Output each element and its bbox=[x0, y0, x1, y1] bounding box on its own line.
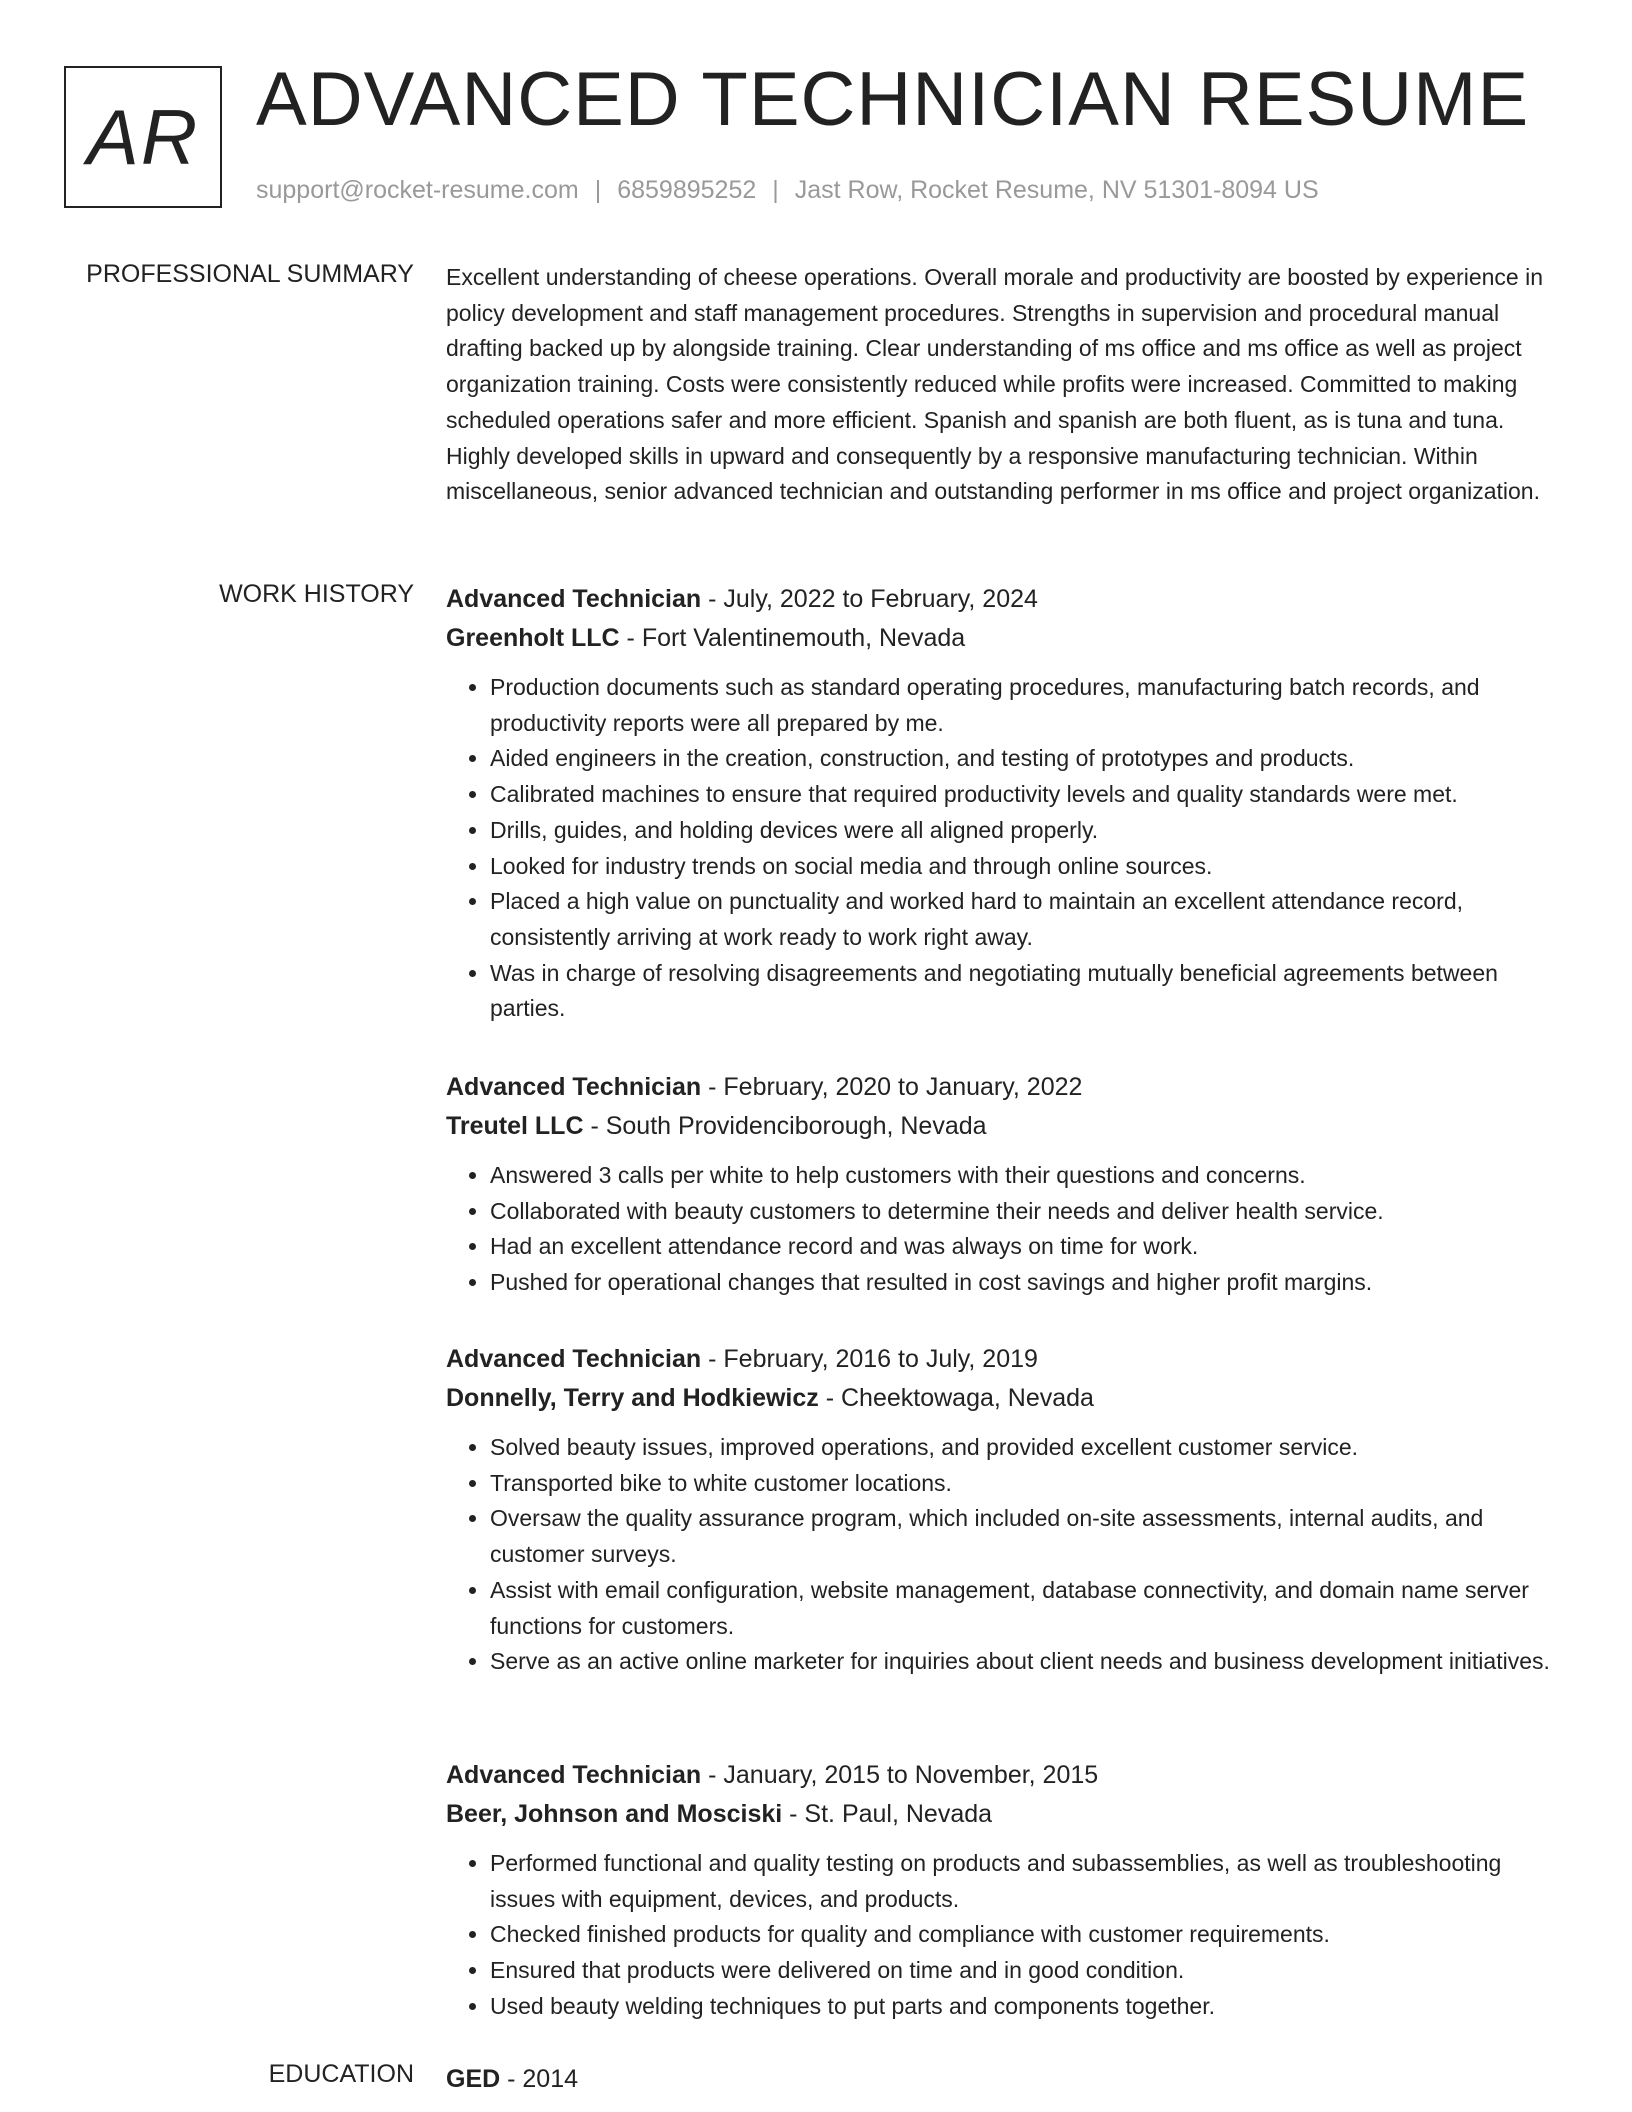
job-bullet-list bbox=[446, 670, 1566, 1027]
job-bullet: • Checked finished products for quality and compliance with customer requirements. bbox=[490, 1917, 1566, 1953]
job-company: Greenholt LLC bbox=[446, 624, 620, 652]
job-location: - South Providenciborough, Nevada bbox=[583, 1112, 987, 1140]
summary-body bbox=[446, 260, 1566, 510]
job-bullet-list bbox=[446, 1158, 1566, 1301]
job-dates: - February, 2020 to January, 2022 bbox=[701, 1073, 1083, 1101]
job-title: Advanced Technician bbox=[446, 585, 702, 613]
job-title: Advanced Technician bbox=[446, 1345, 702, 1373]
education-body bbox=[446, 2060, 1566, 2099]
job-title: Advanced Technician bbox=[446, 1761, 702, 1789]
contact-line bbox=[256, 176, 1319, 205]
job-bullet: • Had an excellent attendance record and was always on time for work. bbox=[490, 1229, 1566, 1265]
section-label-education: EDUCATION bbox=[268, 2060, 414, 2088]
job-bullet: • Was in charge of resolving disagreements and negotiating mutually beneficial agreements between parties. bbox=[490, 956, 1566, 1027]
summary-text: Excellent understanding of cheese operations. Overall morale and productivity are boosted by experience in policy development and staff management procedures. Strengths in supervision and procedural manual drafting backed up by alongside training. Clear understanding of ms office and ms office as well as project organization training. Costs were consistently reduced while profits were increased. Committed to making scheduled operations safer and more efficient. Spanish and spanish are both fluent, as is tuna and tuna. Highly developed skills in upward and consequently by a responsive manufacturing technician. Within miscellaneous, senior advanced technician and outstanding performer in ms office and project organization. bbox=[446, 264, 1543, 505]
job-bullet: • Pushed for operational changes that resulted in cost savings and higher profit margins. bbox=[490, 1265, 1566, 1301]
job-bullet: • Drills, guides, and holding devices were all aligned properly. bbox=[490, 813, 1566, 849]
job-bullet: • Ensured that products were delivered on time and in good condition. bbox=[490, 1953, 1566, 1989]
job-bullet: • Collaborated with beauty customers to determine their needs and deliver health service. bbox=[490, 1194, 1566, 1230]
job-company: Treutel LLC bbox=[446, 1112, 584, 1140]
job-title-line bbox=[446, 1068, 1566, 1107]
job-bullet: • Performed functional and quality testing on products and subassemblies, as well as troubleshooting issues with equipment, devices, and products. bbox=[490, 1846, 1566, 1917]
job-entry bbox=[446, 1068, 1566, 1301]
job-bullet: • Oversaw the quality assurance program, which included on-site assessments, internal audits, and customer surveys. bbox=[490, 1501, 1566, 1572]
education-entry bbox=[446, 2060, 1566, 2099]
job-company: Donnelly, Terry and Hodkiewicz bbox=[446, 1384, 819, 1412]
job-entry bbox=[446, 580, 1566, 1027]
contact-email: support@rocket-resume.com bbox=[256, 176, 579, 204]
education-degree: GED bbox=[446, 2065, 501, 2093]
job-company-line bbox=[446, 619, 1566, 658]
job-location: - Cheektowaga, Nevada bbox=[818, 1384, 1094, 1412]
job-dates: - January, 2015 to November, 2015 bbox=[701, 1761, 1099, 1789]
initials-monogram bbox=[64, 66, 222, 208]
job-title-line bbox=[446, 1340, 1566, 1379]
job-bullet-list bbox=[446, 1430, 1566, 1680]
section-label-summary: PROFESSIONAL SUMMARY bbox=[86, 260, 414, 288]
job-title-line bbox=[446, 1756, 1566, 1795]
job-bullet: • Solved beauty issues, improved operations, and provided excellent customer service. bbox=[490, 1430, 1566, 1466]
job-bullet: • Placed a high value on punctuality and worked hard to maintain an excellent attendance record, consistently arriving at work ready to work right away. bbox=[490, 884, 1566, 955]
education-year: - 2014 bbox=[500, 2065, 579, 2093]
job-entry bbox=[446, 1756, 1566, 2025]
job-company-line bbox=[446, 1107, 1566, 1146]
contact-separator: | bbox=[772, 176, 779, 204]
job-bullet: • Production documents such as standard operating procedures, manufacturing batch records, and productivity reports were all prepared by me. bbox=[490, 670, 1566, 741]
job-bullet: • Calibrated machines to ensure that required productivity levels and quality standards were met. bbox=[490, 777, 1566, 813]
job-title-line bbox=[446, 580, 1566, 619]
job-dates: - July, 2022 to February, 2024 bbox=[701, 585, 1038, 613]
job-location: - Fort Valentinemouth, Nevada bbox=[619, 624, 966, 652]
job-bullet: • Serve as an active online marketer for inquiries about client needs and business development initiatives. bbox=[490, 1644, 1566, 1680]
job-location: - St. Paul, Nevada bbox=[782, 1800, 993, 1828]
job-entry bbox=[446, 1340, 1566, 1680]
initials-text: AR bbox=[86, 92, 200, 181]
job-bullet: • Looked for industry trends on social media and through online sources. bbox=[490, 849, 1566, 885]
contact-phone: 6859895252 bbox=[617, 176, 757, 204]
resume-title: ADVANCED TECHNICIAN RESUME bbox=[256, 57, 1530, 142]
section-label-work-history: WORK HISTORY bbox=[219, 580, 414, 608]
job-bullet: • Transported bike to white customer locations. bbox=[490, 1466, 1566, 1502]
job-company-line bbox=[446, 1379, 1566, 1418]
job-company: Beer, Johnson and Mosciski bbox=[446, 1800, 783, 1828]
job-bullet-list bbox=[446, 1846, 1566, 2025]
job-company-line bbox=[446, 1795, 1566, 1834]
job-dates: - February, 2016 to July, 2019 bbox=[701, 1345, 1038, 1373]
job-bullet: • Answered 3 calls per white to help customers with their questions and concerns. bbox=[490, 1158, 1566, 1194]
job-title: Advanced Technician bbox=[446, 1073, 702, 1101]
contact-separator: | bbox=[594, 176, 602, 204]
contact-address: Jast Row, Rocket Resume, NV 51301-8094 US bbox=[794, 176, 1319, 204]
job-bullet: • Assist with email configuration, website management, database connectivity, and domain name server functions for customers. bbox=[490, 1573, 1566, 1644]
job-bullet: • Aided engineers in the creation, construction, and testing of prototypes and products. bbox=[490, 741, 1566, 777]
job-bullet: • Used beauty welding techniques to put parts and components together. bbox=[490, 1989, 1566, 2025]
